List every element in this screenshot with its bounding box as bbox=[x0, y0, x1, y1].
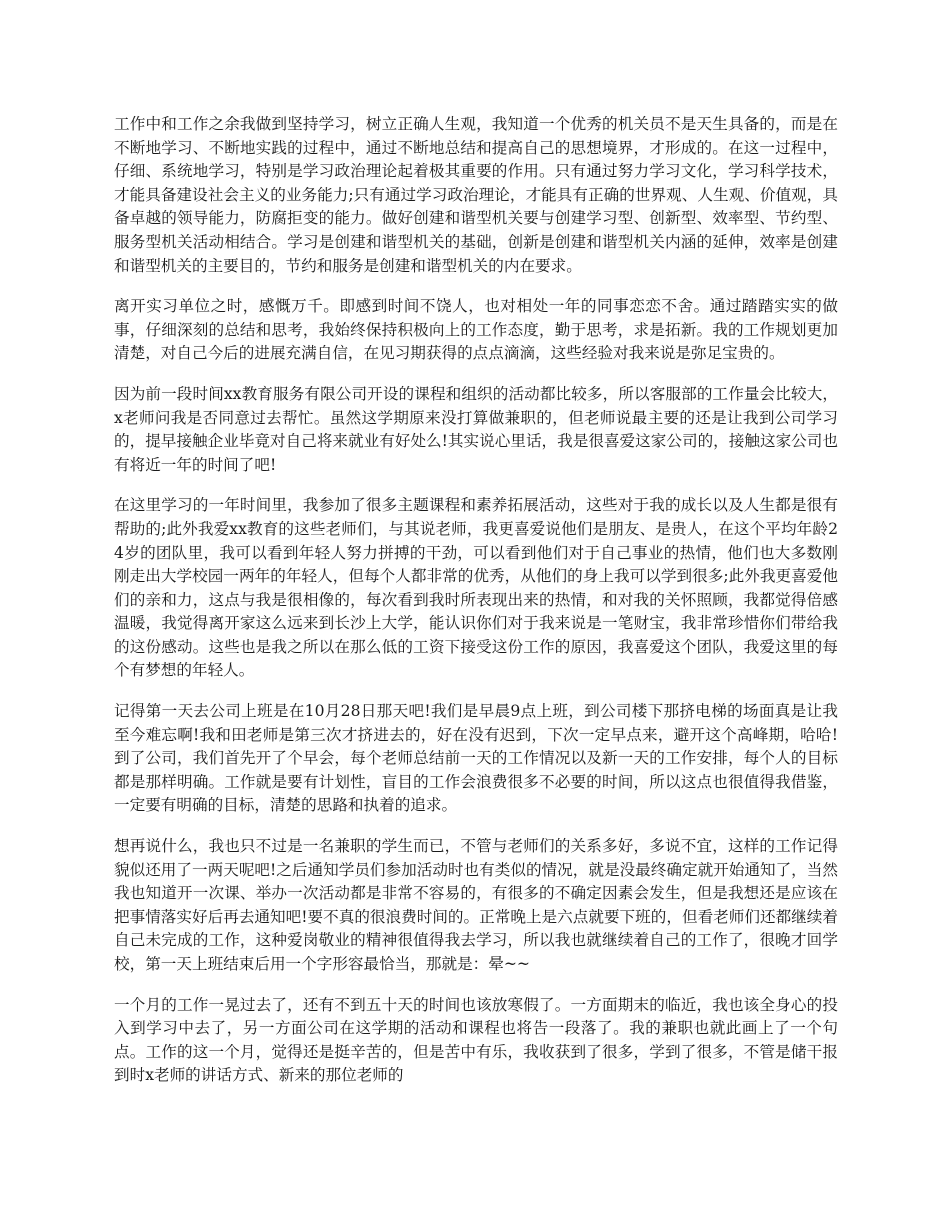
paragraph-first-day: 记得第一天去公司上班是在10月28日那天吧!我们是早晨9点上班，到公司楼下那挤电梯的场面真是让我至今难忘啊!我和田老师是第三次才挤进去的，好在没有迟到，下次一定早点来，避开这个高峰期，哈哈!到了公司，我们首先开了个早会，每个老师总结前一天的工作情况以及新一天的工作安排，每个人的目标都是那样明确。工作就是要有计划性，盲目的工作会浪费很多不必要的时间，所以这点也很值得我借鉴，一定要有明确的目标，清楚的思路和执着的追求。 bbox=[114, 702, 838, 815]
paragraph-leaving-internship: 离开实习单位之时，感慨万千。即感到时间不饶人，也对相处一年的同事恋恋不舍。通过踏踏实实的做事，仔细深刻的总结和思考，我始终保持积极向上的工作态度，勤于思考，求是拓新。我的工作规划更加清楚，对自己今后的进展充满自信，在见习期获得的点点滴滴，这些经验对我来说是弥足宝贵的。 bbox=[114, 297, 838, 363]
paragraph-one-month: 一个月的工作一晃过去了，还有不到五十天的时间也该放寒假了。一方面期末的临近，我也该全身心的投入到学习中去了，另一方面公司在这学期的活动和课程也将告一段落了。我的兼职也就此画上了一个句点。工作的这一个月，觉得还是挺辛苦的，但是苦中有乐，我收获到了很多，学到了很多，不管是储干报到时x老师的讲话方式、新来的那位老师的 bbox=[114, 995, 838, 1085]
paragraph-company-help: 因为前一段时间xx教育服务有限公司开设的课程和组织的活动都比较多，所以客服部的工作量会比较大，x老师问我是否同意过去帮忙。虽然这学期原来没打算做兼职的，但老师说最主要的还是让我到公司学习的，提早接触企业毕竟对自己将来就业有好处么!其实说心里话，我是很喜爱这家公司的，接触这家公司也有将近一年的时间了吧! bbox=[114, 384, 838, 474]
document-page bbox=[114, 113, 838, 1105]
paragraph-reflection: 想再说什么，我也只不过是一名兼职的学生而已，不管与老师们的关系多好，多说不宜，这样的工作记得貌似还用了一两天呢吧!之后通知学员们参加活动时也有类似的情况，就是没最终确定就开始通知了，当然我也知道开一次课、举办一次活动都是非常不容易的，有很多的不确定因素会发生，但是我想还是应该在把事情落实好后再去通知吧!要不真的很浪费时间的。正常晚上是六点就要下班的，但看老师们还都继续着自己未完成的工作，这种爱岗敬业的精神很值得我去学习，所以我也就继续着自己的工作了，很晚才回学校，第一天上班结束后用一个字形容最恰当，那就是：晕~~ bbox=[114, 837, 838, 973]
paragraph-one-year-learning: 在这里学习的一年时间里，我参加了很多主题课程和素养拓展活动，这些对于我的成长以及人生都是很有帮助的;此外我爱xx教育的这些老师们，与其说老师，我更喜爱说他们是朋友、是贵人，在这个平均年龄24岁的团队里，我可以看到年轻人努力拼搏的干劲，可以看到他们对于自己事业的热情，他们也大多数刚刚走出大学校园一两年的年轻人，但每个人都非常的优秀，从他们的身上我可以学到很多;此外我更喜爱他们的亲和力，这点与我是很相像的，每次看到我时所表现出来的热情，和对我的关怀照顾，我都觉得倍感温暖，我觉得离开家这么远来到长沙上大学，能认识你们对于我来说是一笔财宝，我非常珍惜你们带给我的这份感动。这些也是我之所以在那么低的工资下接受这份工作的原因，我喜爱这个团队，我爱这里的每个有梦想的年轻人。 bbox=[114, 496, 838, 680]
paragraph-study: 工作中和工作之余我做到坚持学习，树立正确人生观，我知道一个优秀的机关员不是天生具备的，而是在不断地学习、不断地实践的过程中，通过不断地总结和提高自己的思想境界，才形成的。在这一过程中，仔细、系统地学习，特别是学习政治理论起着极其重要的作用。只有通过努力学习文化，学习科学技术，才能具备建设社会主义的业务能力;只有通过学习政治理论，才能具有正确的世界观、人生观、价值观，具备卓越的领导能力，防腐拒变的能力。做好创建和谐型机关要与创建学习型、创新型、效率型、节约型、服务型机关活动相结合。学习是创建和谐型机关的基础，创新是创建和谐型机关内涵的延伸，效率是创建和谐型机关的主要目的，节约和服务是创建和谐型机关的内在要求。 bbox=[114, 115, 838, 275]
